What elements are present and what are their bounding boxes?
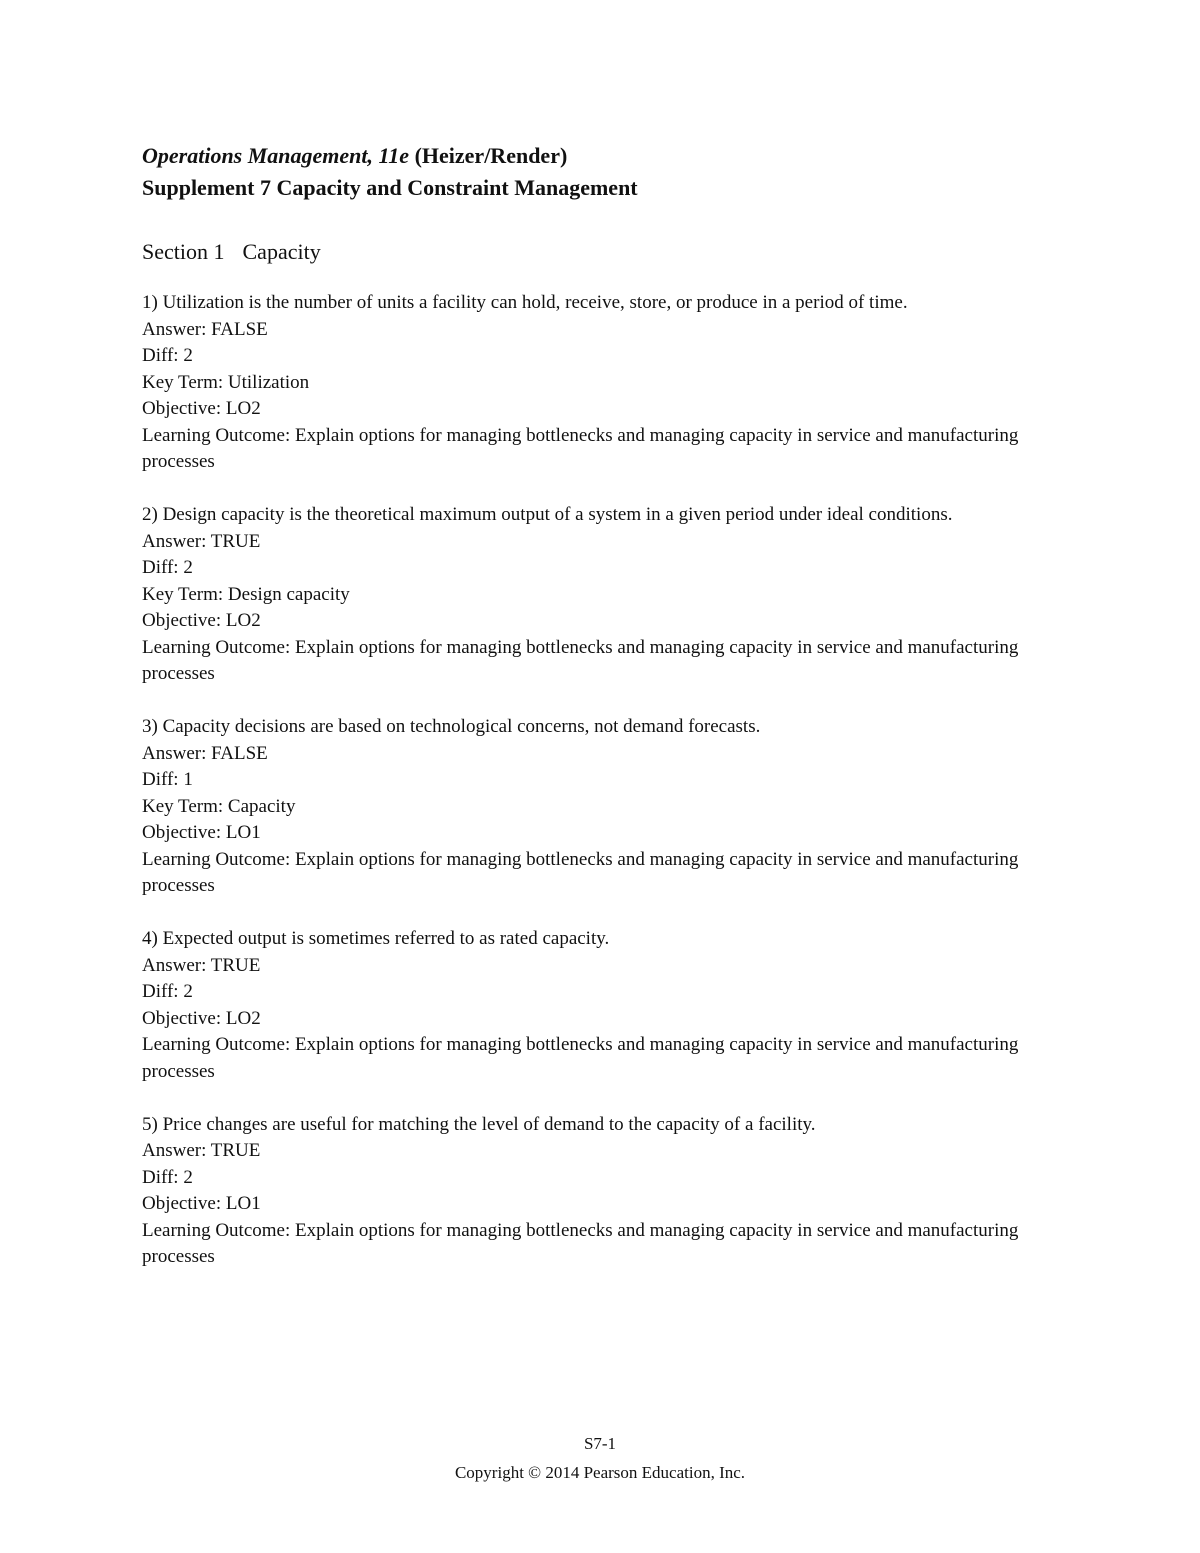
- book-title: Operations Management, 11e: [142, 143, 410, 168]
- question-answer: Answer: FALSE: [142, 742, 268, 764]
- question-objective: Objective: LO1: [142, 822, 261, 843]
- question-text: 1) Utilization is the number of units a facility can hold, receive, store, or produce in a period of time.: [142, 292, 908, 313]
- question-learning-outcome: Learning Outcome: Explain options for managing bottlenecks and managing capacity in service and manufacturing processes: [142, 848, 1019, 896]
- question-objective: Objective: LO1: [142, 1193, 261, 1214]
- question-diff: Diff: 2: [142, 981, 193, 1002]
- question-learning-outcome: Learning Outcome: Explain options for managing bottlenecks and managing capacity in service and manufacturing processes: [142, 636, 1019, 684]
- question-diff: Diff: 2: [142, 1166, 193, 1188]
- question-learning-outcome: Learning Outcome: Explain options for managing bottlenecks and managing capacity in service and manufacturing processes: [142, 424, 1019, 472]
- page-content: [142, 140, 1042, 1297]
- question-key-term: Key Term: Capacity: [142, 795, 296, 817]
- section-heading: [142, 236, 1042, 268]
- question-3: [142, 714, 1042, 900]
- question-diff: Diff: 1: [142, 769, 193, 790]
- question-learning-outcome: Learning Outcome: Explain options for managing bottlenecks and managing capacity in service and manufacturing processes: [142, 1219, 1019, 1267]
- question-answer: Answer: TRUE: [142, 1140, 261, 1161]
- copyright-notice: Copyright © 2014 Pearson Education, Inc.: [454, 1463, 746, 1482]
- question-text: 4) Expected output is sometimes referred to as rated capacity.: [142, 928, 610, 949]
- question-text: 2) Design capacity is the theoretical maximum output of a system in a given period under ideal conditions.: [142, 504, 953, 525]
- question-answer: Answer: TRUE: [142, 530, 261, 552]
- question-diff: Diff: 2: [142, 345, 193, 366]
- question-answer: Answer: TRUE: [142, 954, 261, 976]
- book-title-line: [142, 140, 1042, 172]
- question-objective: Objective: LO2: [142, 1007, 261, 1029]
- question-key-term: Key Term: Design capacity: [142, 583, 350, 605]
- question-objective: Objective: LO2: [142, 398, 261, 419]
- question-1: [142, 290, 1042, 476]
- question-objective: Objective: LO2: [142, 610, 261, 631]
- book-authors: (Heizer/Render): [409, 143, 568, 168]
- question-diff: Diff: 2: [142, 557, 193, 578]
- question-key-term: Key Term: Utilization: [142, 371, 310, 393]
- question-4: [142, 926, 1042, 1085]
- question-text: 3) Capacity decisions are based on technological concerns, not demand forecasts.: [142, 716, 761, 737]
- question-2: [142, 502, 1042, 688]
- question-learning-outcome: Learning Outcome: Explain options for managing bottlenecks and managing capacity in service and manufacturing processes: [142, 1034, 1019, 1082]
- section-number: Section 1: [142, 239, 225, 264]
- page-number: S7-1: [583, 1434, 617, 1453]
- question-5: [142, 1112, 1042, 1271]
- supplement-title: Supplement 7 Capacity and Constraint Management: [142, 175, 638, 200]
- question-text: 5) Price changes are useful for matching the level of demand to the capacity of a facility.: [142, 1113, 816, 1135]
- section-name: Capacity: [242, 239, 321, 264]
- question-answer: Answer: FALSE: [142, 318, 268, 340]
